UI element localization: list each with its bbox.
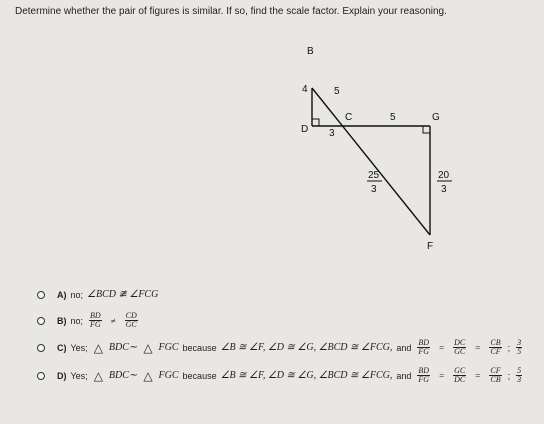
choice-b-letter: B) — [57, 315, 67, 326]
choice-a-letter: A) — [57, 289, 67, 300]
choice-c[interactable]: C) Yes; △ BDC∼ △ FGC because ∠B ≅ ∠F, ∠D ≅ ∠G, ∠BCD ≅ ∠FCG, and $\frac{BD}{FG}$ = $\frac{DC}{GC}$ = $\frac{CB}{CF}$ ; $\frac{3}{5}$ — [37, 339, 524, 356]
choice-d-fraction-2: $\frac{GC}{DC}$ — [454, 366, 466, 384]
choice-d-triangle-2: FGC — [158, 370, 179, 381]
choice-d-fraction-3: $\frac{CF}{CB}$ — [490, 366, 501, 384]
choice-c-triangle-1: BDC∼ — [108, 342, 138, 353]
triangle-icon: △ — [143, 340, 153, 355]
choice-b-radio[interactable] — [37, 317, 45, 325]
choice-d-radio[interactable] — [37, 372, 45, 380]
choice-c-fraction-2: $\frac{DC}{GC}$ — [454, 338, 466, 356]
choice-a[interactable] — [37, 289, 158, 300]
choice-d-triangle-1: BDC∼ — [108, 370, 138, 381]
choice-b-fraction-1: $\frac{BD}{FG}$ — [90, 311, 101, 329]
vertex-d-label: D — [301, 124, 309, 135]
choice-d-fraction-1: $\frac{BD}{FG}$ — [418, 366, 430, 384]
choice-d[interactable]: D) Yes; △ BDC∼ △ FGC because ∠B ≅ ∠F, ∠D ≅ ∠G, ∠BCD ≅ ∠FCG, and $\frac{BD}{FG}$ = $\frac{GC}{DC}$ = $\frac{CF}{CB}$ ; $\frac{5}{3}$ — [37, 367, 524, 384]
choice-c-and: and — [396, 342, 412, 353]
choice-c-triangle-2: FGC — [158, 342, 179, 353]
length-gf-numerator: 20 — [438, 170, 450, 181]
choice-d-angles: ∠B ≅ ∠F, ∠D ≅ ∠G, ∠BCD ≅ ∠FCG, — [220, 370, 393, 381]
choice-d-because: because — [182, 370, 217, 381]
choice-b-prefix: no; — [70, 315, 84, 326]
length-gf-denominator: 3 — [441, 184, 447, 195]
choice-d-and: and — [396, 370, 412, 381]
choice-c-because: because — [182, 342, 217, 353]
choice-a-expression: ∠BCD ≇ ∠FCG — [87, 289, 159, 300]
choice-c-prefix: Yes; — [70, 342, 88, 353]
choice-c-scale-factor: $\frac{3}{5}$ — [517, 338, 522, 356]
choice-b-not-equal: ≠ — [110, 315, 116, 326]
choice-a-prefix: no; — [70, 289, 84, 300]
vertex-g-label: G — [432, 112, 440, 123]
choice-d-scale-factor: $\frac{5}{3}$ — [517, 366, 522, 384]
vertex-b-label: B — [307, 46, 314, 57]
choice-a-radio[interactable] — [37, 291, 45, 299]
choice-c-fraction-3: $\frac{CB}{CF}$ — [490, 338, 501, 356]
choice-b[interactable] — [37, 312, 140, 329]
choice-d-letter: D) — [57, 370, 67, 381]
question-text: Determine whether the pair of figures is similar. If so, find the scale factor. Explain your reasoning. — [15, 6, 447, 17]
choice-b-fraction-2: $\frac{CD}{GC}$ — [125, 311, 137, 329]
triangle-icon: △ — [143, 368, 153, 383]
vertex-c-label: C — [345, 112, 353, 123]
length-dc-label: 3 — [329, 128, 335, 139]
choice-c-angles: ∠B ≅ ∠F, ∠D ≅ ∠G, ∠BCD ≅ ∠FCG, — [220, 342, 393, 353]
choice-d-prefix: Yes; — [70, 370, 88, 381]
vertex-f-label: F — [427, 241, 434, 250]
length-cg-label: 5 — [390, 112, 396, 123]
length-bd-label: 4 — [302, 84, 308, 95]
choice-c-radio[interactable] — [37, 344, 45, 352]
length-cf-numerator: 25 — [368, 170, 380, 181]
choice-c-letter: C) — [57, 342, 67, 353]
triangle-icon: △ — [93, 368, 103, 383]
length-bc-label: 5 — [334, 86, 340, 97]
triangle-icon: △ — [93, 340, 103, 355]
choice-c-fraction-1: $\frac{BD}{FG}$ — [418, 338, 430, 356]
similar-triangles-figure — [290, 40, 470, 250]
length-cf-denominator: 3 — [371, 184, 377, 195]
